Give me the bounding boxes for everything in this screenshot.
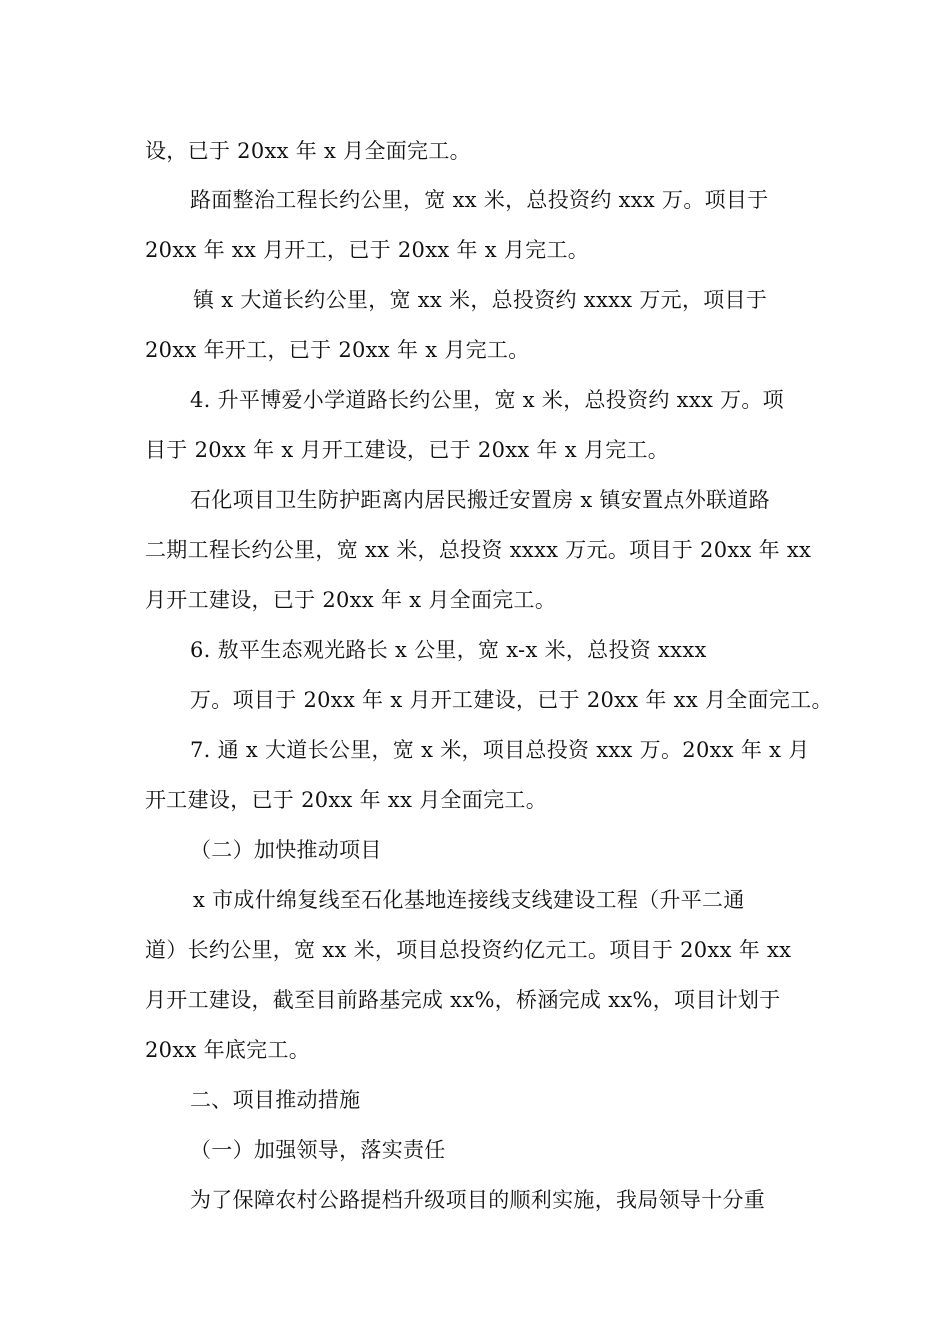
text-line: 月开工建设，截至目前路基完成 xx%，桥涵完成 xx%，项目计划于 <box>145 988 781 1012</box>
text-line: 20xx 年底完工。 <box>145 1038 311 1062</box>
text-line: 7. 通 x 大道长公里，宽 x 米，项目总投资 xxx 万。20xx 年 x 月 <box>190 738 810 762</box>
section-heading: （一）加强领导，落实责任 <box>190 1138 446 1162</box>
text-line: 镇 x 大道长约公里，宽 xx 米，总投资约 xxxx 万元，项目于 <box>193 288 768 312</box>
text-line: 万。项目于 20xx 年 x 月开工建设，已于 20xx 年 xx 月全面完工。 <box>190 688 833 712</box>
section-heading: （二）加快推动项目 <box>190 838 382 862</box>
text-line: 路面整治工程长约公里，宽 xx 米，总投资约 xxx 万。项目于 <box>190 188 769 212</box>
section-heading: 二、项目推动措施 <box>190 1088 361 1112</box>
text-line: 石化项目卫生防护距离内居民搬迁安置房 x 镇安置点外联道路 <box>190 488 770 512</box>
text-line: 20xx 年 xx 月开工，已于 20xx 年 x 月完工。 <box>145 238 590 262</box>
text-line: 目于 20xx 年 x 月开工建设，已于 20xx 年 x 月完工。 <box>145 438 670 462</box>
text-line: x 市成什绵复线至石化基地连接线支线建设工程（升平二通 <box>193 888 745 912</box>
text-line: 月开工建设，已于 20xx 年 x 月全面完工。 <box>145 588 557 612</box>
text-line: 6. 敖平生态观光路长 x 公里，宽 x-x 米，总投资 xxxx <box>190 638 707 662</box>
text-line: 20xx 年开工，已于 20xx 年 x 月完工。 <box>145 338 530 362</box>
text-line: 二期工程长约公里，宽 xx 米，总投资 xxxx 万元。项目于 20xx 年 xx <box>145 538 812 562</box>
text-line: 道）长约公里，宽 xx 米，项目总投资约亿元工。项目于 20xx 年 xx <box>145 938 792 962</box>
text-line: 设，已于 20xx 年 x 月全面完工。 <box>145 139 471 163</box>
text-line: 开工建设，已于 20xx 年 xx 月全面完工。 <box>145 788 547 812</box>
text-line: 为了保障农村公路提档升级项目的顺利实施，我局领导十分重 <box>190 1188 766 1212</box>
text-line: 4. 升平博爱小学道路长约公里，宽 x 米，总投资约 xxx 万。项 <box>190 388 784 412</box>
